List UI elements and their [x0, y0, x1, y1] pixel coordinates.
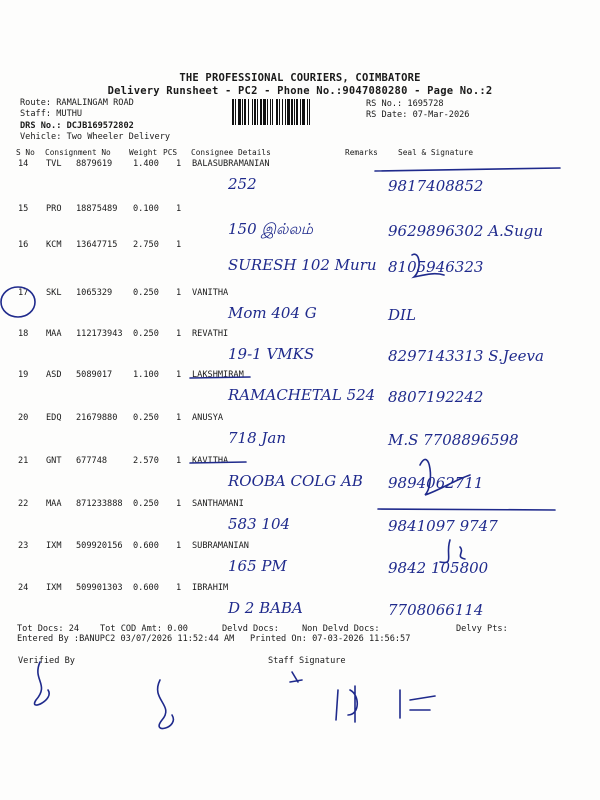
row-sno: 18 — [18, 329, 29, 339]
row-pcs: 1 — [176, 413, 182, 423]
row-handwritten-address: 252 — [228, 175, 257, 193]
row-sno: 23 — [18, 541, 29, 551]
row-weight: 2.750 — [133, 240, 159, 250]
row-consignment-no: 677748 — [76, 456, 108, 466]
rs-date: RS Date: 07-Mar-2026 — [366, 110, 470, 120]
row-handwritten-address: D 2 BABA — [228, 599, 303, 617]
row-pcs: 1 — [176, 288, 182, 298]
row-pcs: 1 — [176, 583, 182, 593]
row-handwritten-address: 718 Jan — [228, 429, 287, 447]
row-consignee-name: REVATHI — [192, 329, 229, 339]
row-consignment-no: 1065329 — [76, 288, 113, 298]
row-handwritten-signature: 8105946323 — [388, 258, 484, 276]
signature-scribble-b — [290, 672, 302, 682]
row-consignment-no: 509920156 — [76, 541, 123, 551]
entered-by: Entered By :BANUPC2 03/07/2026 11:52:44 AM — [17, 634, 235, 644]
row-consignee-name: KAVITHA — [192, 456, 229, 466]
row-consignment-no: 21679880 — [76, 413, 118, 423]
row-handwritten-address: Mom 404 G — [228, 304, 317, 322]
row-sno: 24 — [18, 583, 29, 593]
row-handwritten-address: RAMACHETAL 524 — [228, 386, 376, 404]
delivered-docs: Delvd Docs: — [222, 624, 279, 634]
row-sno: 19 — [18, 370, 29, 380]
row-sno: 16 — [18, 240, 29, 250]
row-weight: 0.250 — [133, 288, 159, 298]
row-pcs: 1 — [176, 329, 182, 339]
row-weight: 0.250 — [133, 329, 159, 339]
strike-row14-sig — [375, 168, 560, 171]
row-code: EDQ — [46, 413, 62, 423]
row-code: MAA — [46, 499, 62, 509]
row-weight: 0.250 — [133, 413, 159, 423]
vehicle-label: Vehicle: Two Wheeler Delivery — [20, 132, 171, 142]
row-consignee-name: SUBRAMANIAN — [192, 541, 249, 551]
drs-number: DRS No.: DCJB169572802 — [20, 121, 134, 131]
staff-label: Staff: MUTHU — [20, 109, 83, 119]
row-code: PRO — [46, 204, 62, 214]
row-consignee-name: VANITHA — [192, 288, 229, 298]
row-code: ASD — [46, 370, 62, 380]
row-handwritten-signature: 9841097 9747 — [388, 517, 498, 535]
row-consignment-no: 13647715 — [76, 240, 118, 250]
row-consignment-no: 509901303 — [76, 583, 123, 593]
row-weight: 2.570 — [133, 456, 159, 466]
company-title: THE PROFESSIONAL COURIERS, COIMBATORE — [179, 72, 421, 84]
row-consignee-name: ANUSYA — [192, 413, 224, 423]
row-pcs: 1 — [176, 159, 182, 169]
route-label: Route: RAMALINGAM ROAD — [20, 98, 134, 108]
strike-lakshmiram — [190, 377, 250, 378]
row-handwritten-address: 583 104 — [228, 515, 291, 533]
col-consignment: Consignment No — [45, 148, 111, 157]
row-consignee-name: IBRAHIM — [192, 583, 229, 593]
signature-verified — [35, 662, 50, 705]
row-handwritten-signature: 9842 105800 — [388, 559, 489, 577]
delivery-points: Delvy Pts: — [456, 624, 508, 634]
row-sno: 17 — [18, 288, 29, 298]
signature-row16 — [412, 254, 444, 277]
row-handwritten-address: SURESH 102 Muru — [228, 256, 377, 274]
row-pcs: 1 — [176, 541, 182, 551]
row-code: MAA — [46, 329, 62, 339]
row-code: GNT — [46, 456, 62, 466]
row-sno: 14 — [18, 159, 29, 169]
row-handwritten-signature: 9817408852 — [388, 177, 484, 195]
row-consignment-no: 18875489 — [76, 204, 118, 214]
row-code: SKL — [46, 288, 62, 298]
row-handwritten-address: ROOBA COLG AB — [228, 472, 363, 490]
row-code: TVL — [46, 159, 62, 169]
col-sno: S No — [16, 148, 35, 157]
row-code: KCM — [46, 240, 62, 250]
non-delivered-docs: Non Delvd Docs: — [302, 624, 380, 634]
row-consignee-name: SANTHAMANI — [192, 499, 244, 509]
signature-scribble-a — [158, 680, 174, 728]
total-docs: Tot Docs: 24 — [17, 624, 80, 634]
row-sno: 15 — [18, 204, 29, 214]
signature-row21 — [420, 459, 470, 495]
row-consignment-no: 871233888 — [76, 499, 123, 509]
row-pcs: 1 — [176, 240, 182, 250]
row-handwritten-address: 19-1 VMKS — [228, 345, 315, 363]
col-remarks: Remarks — [345, 148, 378, 157]
row-handwritten-signature: 9894062711 — [388, 474, 484, 492]
row-pcs: 1 — [176, 370, 182, 380]
runsheet-title: Delivery Runsheet - PC2 - Phone No.:9047080280 - Page No.:2 — [107, 85, 493, 97]
row-handwritten-signature: DIL — [388, 306, 416, 324]
row-handwritten-signature: 8297143313 S.Jeeva — [388, 347, 544, 365]
row-handwritten-address: 150 இல்லம் — [228, 220, 313, 238]
row-consignment-no: 8879619 — [76, 159, 113, 169]
col-weight: Weight — [129, 148, 158, 157]
row-consignee-name: BALASUBRAMANIAN — [192, 159, 270, 169]
row-pcs: 1 — [176, 456, 182, 466]
row-weight: 0.600 — [133, 583, 159, 593]
row-handwritten-signature: 9629896302 A.Sugu — [388, 222, 544, 240]
row-handwritten-address: 165 PM — [228, 557, 287, 575]
row-handwritten-signature: M.S 7708896598 — [388, 431, 519, 449]
row-code: IXM — [46, 583, 62, 593]
signature-staff — [336, 686, 435, 722]
row-weight: 0.100 — [133, 204, 159, 214]
row-sno: 21 — [18, 456, 29, 466]
row-pcs: 1 — [176, 499, 182, 509]
row-consignment-no: 112173943 — [76, 329, 123, 339]
row-sno: 20 — [18, 413, 29, 423]
signature-row23 — [440, 540, 465, 563]
total-cod: Tot COD Amt: 0.00 — [100, 624, 188, 634]
circle-mark — [1, 287, 35, 317]
strike-row22-sig — [378, 509, 555, 510]
row-handwritten-signature: 8807192242 — [388, 388, 484, 406]
verified-by-label: Verified By — [18, 656, 75, 666]
staff-signature-label: Staff Signature — [268, 656, 346, 666]
strike-kavitha — [190, 462, 246, 463]
row-code: IXM — [46, 541, 62, 551]
row-handwritten-signature: 7708066114 — [388, 601, 484, 619]
row-sno: 22 — [18, 499, 29, 509]
col-pcs: PCS — [163, 148, 178, 157]
row-consignee-name: LAKSHMIRAM — [192, 370, 244, 380]
col-seal: Seal & Signature — [398, 148, 474, 157]
row-weight: 0.600 — [133, 541, 159, 551]
col-consignee: Consignee Details — [191, 148, 271, 157]
row-weight: 1.100 — [133, 370, 159, 380]
row-weight: 0.250 — [133, 499, 159, 509]
row-pcs: 1 — [176, 204, 182, 214]
printed-on: Printed On: 07-03-2026 11:56:57 — [250, 634, 411, 644]
rs-number: RS No.: 1695728 — [366, 99, 444, 109]
row-weight: 1.400 — [133, 159, 159, 169]
row-consignment-no: 5089017 — [76, 370, 113, 380]
